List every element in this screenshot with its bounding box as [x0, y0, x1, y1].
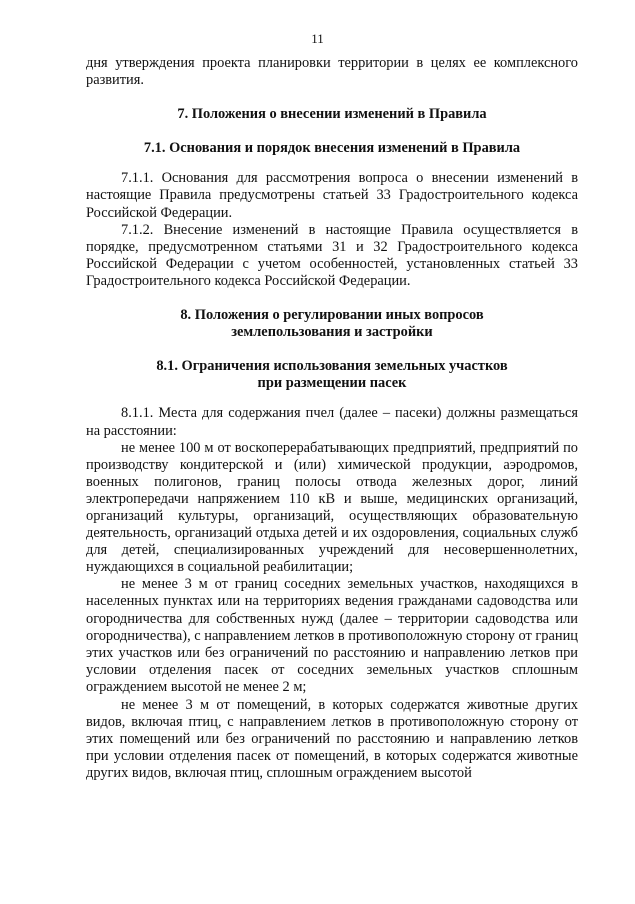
paragraph-8-1-1: 8.1.1. Места для содержания пчел (далее – пасеки) должны размещаться на расстоянии: — [86, 405, 578, 439]
section-8-heading — [86, 307, 578, 341]
section-7-heading: 7. Положения о внесении изменений в Правила — [177, 106, 487, 123]
paragraph-7-1-2: 7.1.2. Внесение изменений в настоящие Правила осуществляется в порядке, предусмотренном статьями 31 и 32 Градостроительного кодекса Российской Федерации с учетом особенностей, установленных статьей 33 Градостроительного кодекса Российской Федерации. — [86, 221, 578, 289]
paragraph-100m-restriction: не менее 100 м от воскоперерабатывающих предприятий, предприятий по производству кондитерской и (или) химической продукции, аэродромов, военных полигонов, границ полосы отвода железных дорог, линий электропередачи напряжением 110 кВ и выше, медицинских организаций, организаций культуры, организаций, осуществляющих образовательную деятельность, организаций отдыха детей и их оздоровления, социальных служб для детей, специализированных учреждений для несовершеннолетних, нуждающихся в социальной реабилитации; — [86, 439, 578, 576]
section-8-1-heading-line-2: при размещении пасек — [257, 375, 407, 392]
paragraph-3m-land-plots: не менее 3 м от границ соседних земельных участков, находящихся в населенных пунктах или на территориях ведения гражданами садоводства или огородничества для собственных нужд (далее – территории садоводства или огородничества), с направлением летков в противоположную сторону от границ этих участков или без ограничений по расстоянию и направлению летков при условии отделения пасек от соседних земельных участков сплошным ограждением высотой не менее 2 м; — [86, 576, 578, 695]
paragraph-3m-animal-premises: не менее 3 м от помещений, в которых содержатся животные других видов, включая птиц, с направлением летков в противоположную сторону от этих помещений или без ограничений по расстоянию и направлению летков при условии отделения пасек от помещений, в которых содержатся животные других видов, включая птиц, сплошным ограждением высотой — [86, 697, 578, 782]
section-8-1-heading-line-1: 8.1. Ограничения использования земельных участков — [156, 358, 508, 375]
page-number: 11 — [311, 31, 324, 46]
intro-paragraph: дня утверждения проекта планировки территории в целях ее комплексного развития. — [86, 55, 578, 89]
section-8-heading-line-1: 8. Положения о регулировании иных вопросов — [180, 307, 484, 324]
section-8-heading-line-2: землепользования и застройки — [231, 324, 433, 341]
paragraph-7-1-1: 7.1.1. Основания для рассмотрения вопроса о внесении изменений в настоящие Правила предусмотрены статьей 33 Градостроительного кодекса Российской Федерации. — [86, 170, 578, 221]
page-content — [86, 55, 578, 782]
section-8-1-heading — [86, 358, 578, 392]
section-7-1-heading: 7.1. Основания и порядок внесения изменений в Правила — [143, 140, 521, 157]
